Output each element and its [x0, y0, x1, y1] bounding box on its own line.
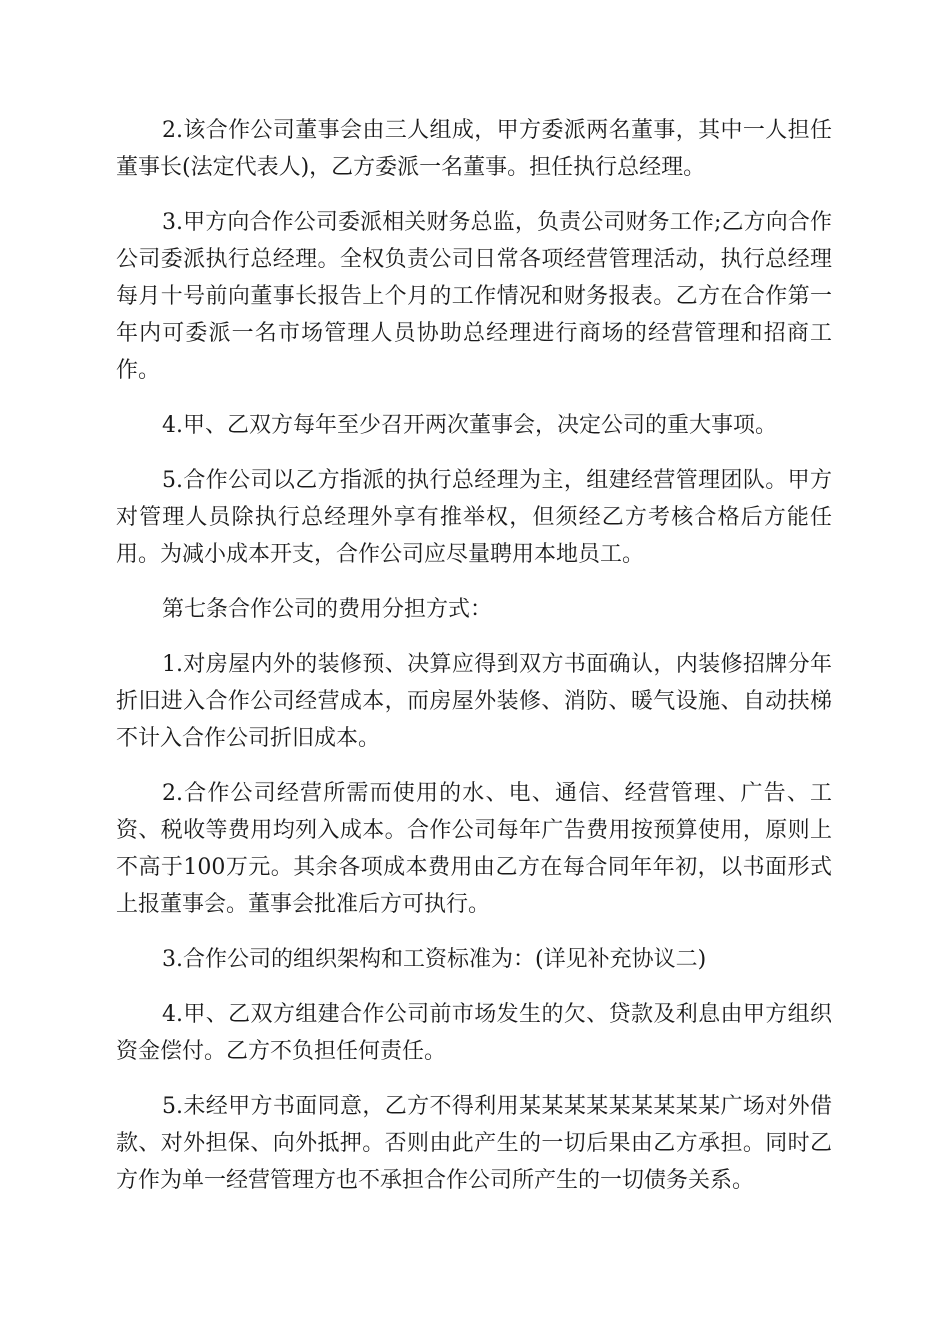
paragraph-finance-director: 3.甲方向合作公司委派相关财务总监，负责公司财务工作;乙方向合作公司委派执行总经理。全权负责公司日常各项经营管理活动，执行总经理每月十号前向董事长报告上个月的工作情况和财务报表。乙方在合作第一年内可委派一名市场管理人员协助总经理进行商场的经营管理和招商工作。 [116, 210, 832, 383]
paragraph-renovation-costs: 1.对房屋内外的装修预、决算应得到双方书面确认，内装修招牌分年折旧进入合作公司经营成本，而房屋外装修、消防、暖气设施、自动扶梯不计入合作公司折旧成本。 [116, 652, 832, 751]
article-seven-heading: 第七条合作公司的费用分担方式： [162, 597, 493, 622]
paragraph-board-meetings: 4.甲、乙双方每年至少召开两次董事会，决定公司的重大事项。 [162, 413, 777, 438]
paragraph-management-team: 5.合作公司以乙方指派的执行总经理为主，组建经营管理团队。甲方对管理人员除执行总经理外享有推举权，但须经乙方考核合格后方能任用。为减小成本开支，合作公司应尽量聘用本地员工。 [116, 468, 832, 567]
paragraph-org-structure: 3.合作公司的组织架构和工资标准为：(详见补充协议二) [162, 947, 707, 972]
paragraph-operating-costs: 2.合作公司经营所需而使用的水、电、通信、经营管理、广告、工资、税收等费用均列入成本。合作公司每年广告费用按预算使用，原则上不高于100万元。其余各项成本费用由乙方在每合同年年初，以书面形式上报董事会。董事会批准后方可执行。 [116, 781, 832, 917]
paragraph-board-composition: 2.该合作公司董事会由三人组成，甲方委派两名董事，其中一人担任董事长(法定代表人)，乙方委派一名董事。担任执行总经理。 [116, 118, 832, 180]
paragraph-prior-debts: 4.甲、乙双方组建合作公司前市场发生的欠、贷款及利息由甲方组织资金偿付。乙方不负担任何责任。 [116, 1002, 832, 1064]
document-body [116, 112, 832, 1217]
paragraph-borrowing-restriction: 5.未经甲方书面同意，乙方不得利用某某某某某某某某某广场对外借款、对外担保、向外抵押。否则由此产生的一切后果由乙方承担。同时乙方作为单一经营管理方也不承担合作公司所产生的一切债务关系。 [116, 1094, 832, 1193]
